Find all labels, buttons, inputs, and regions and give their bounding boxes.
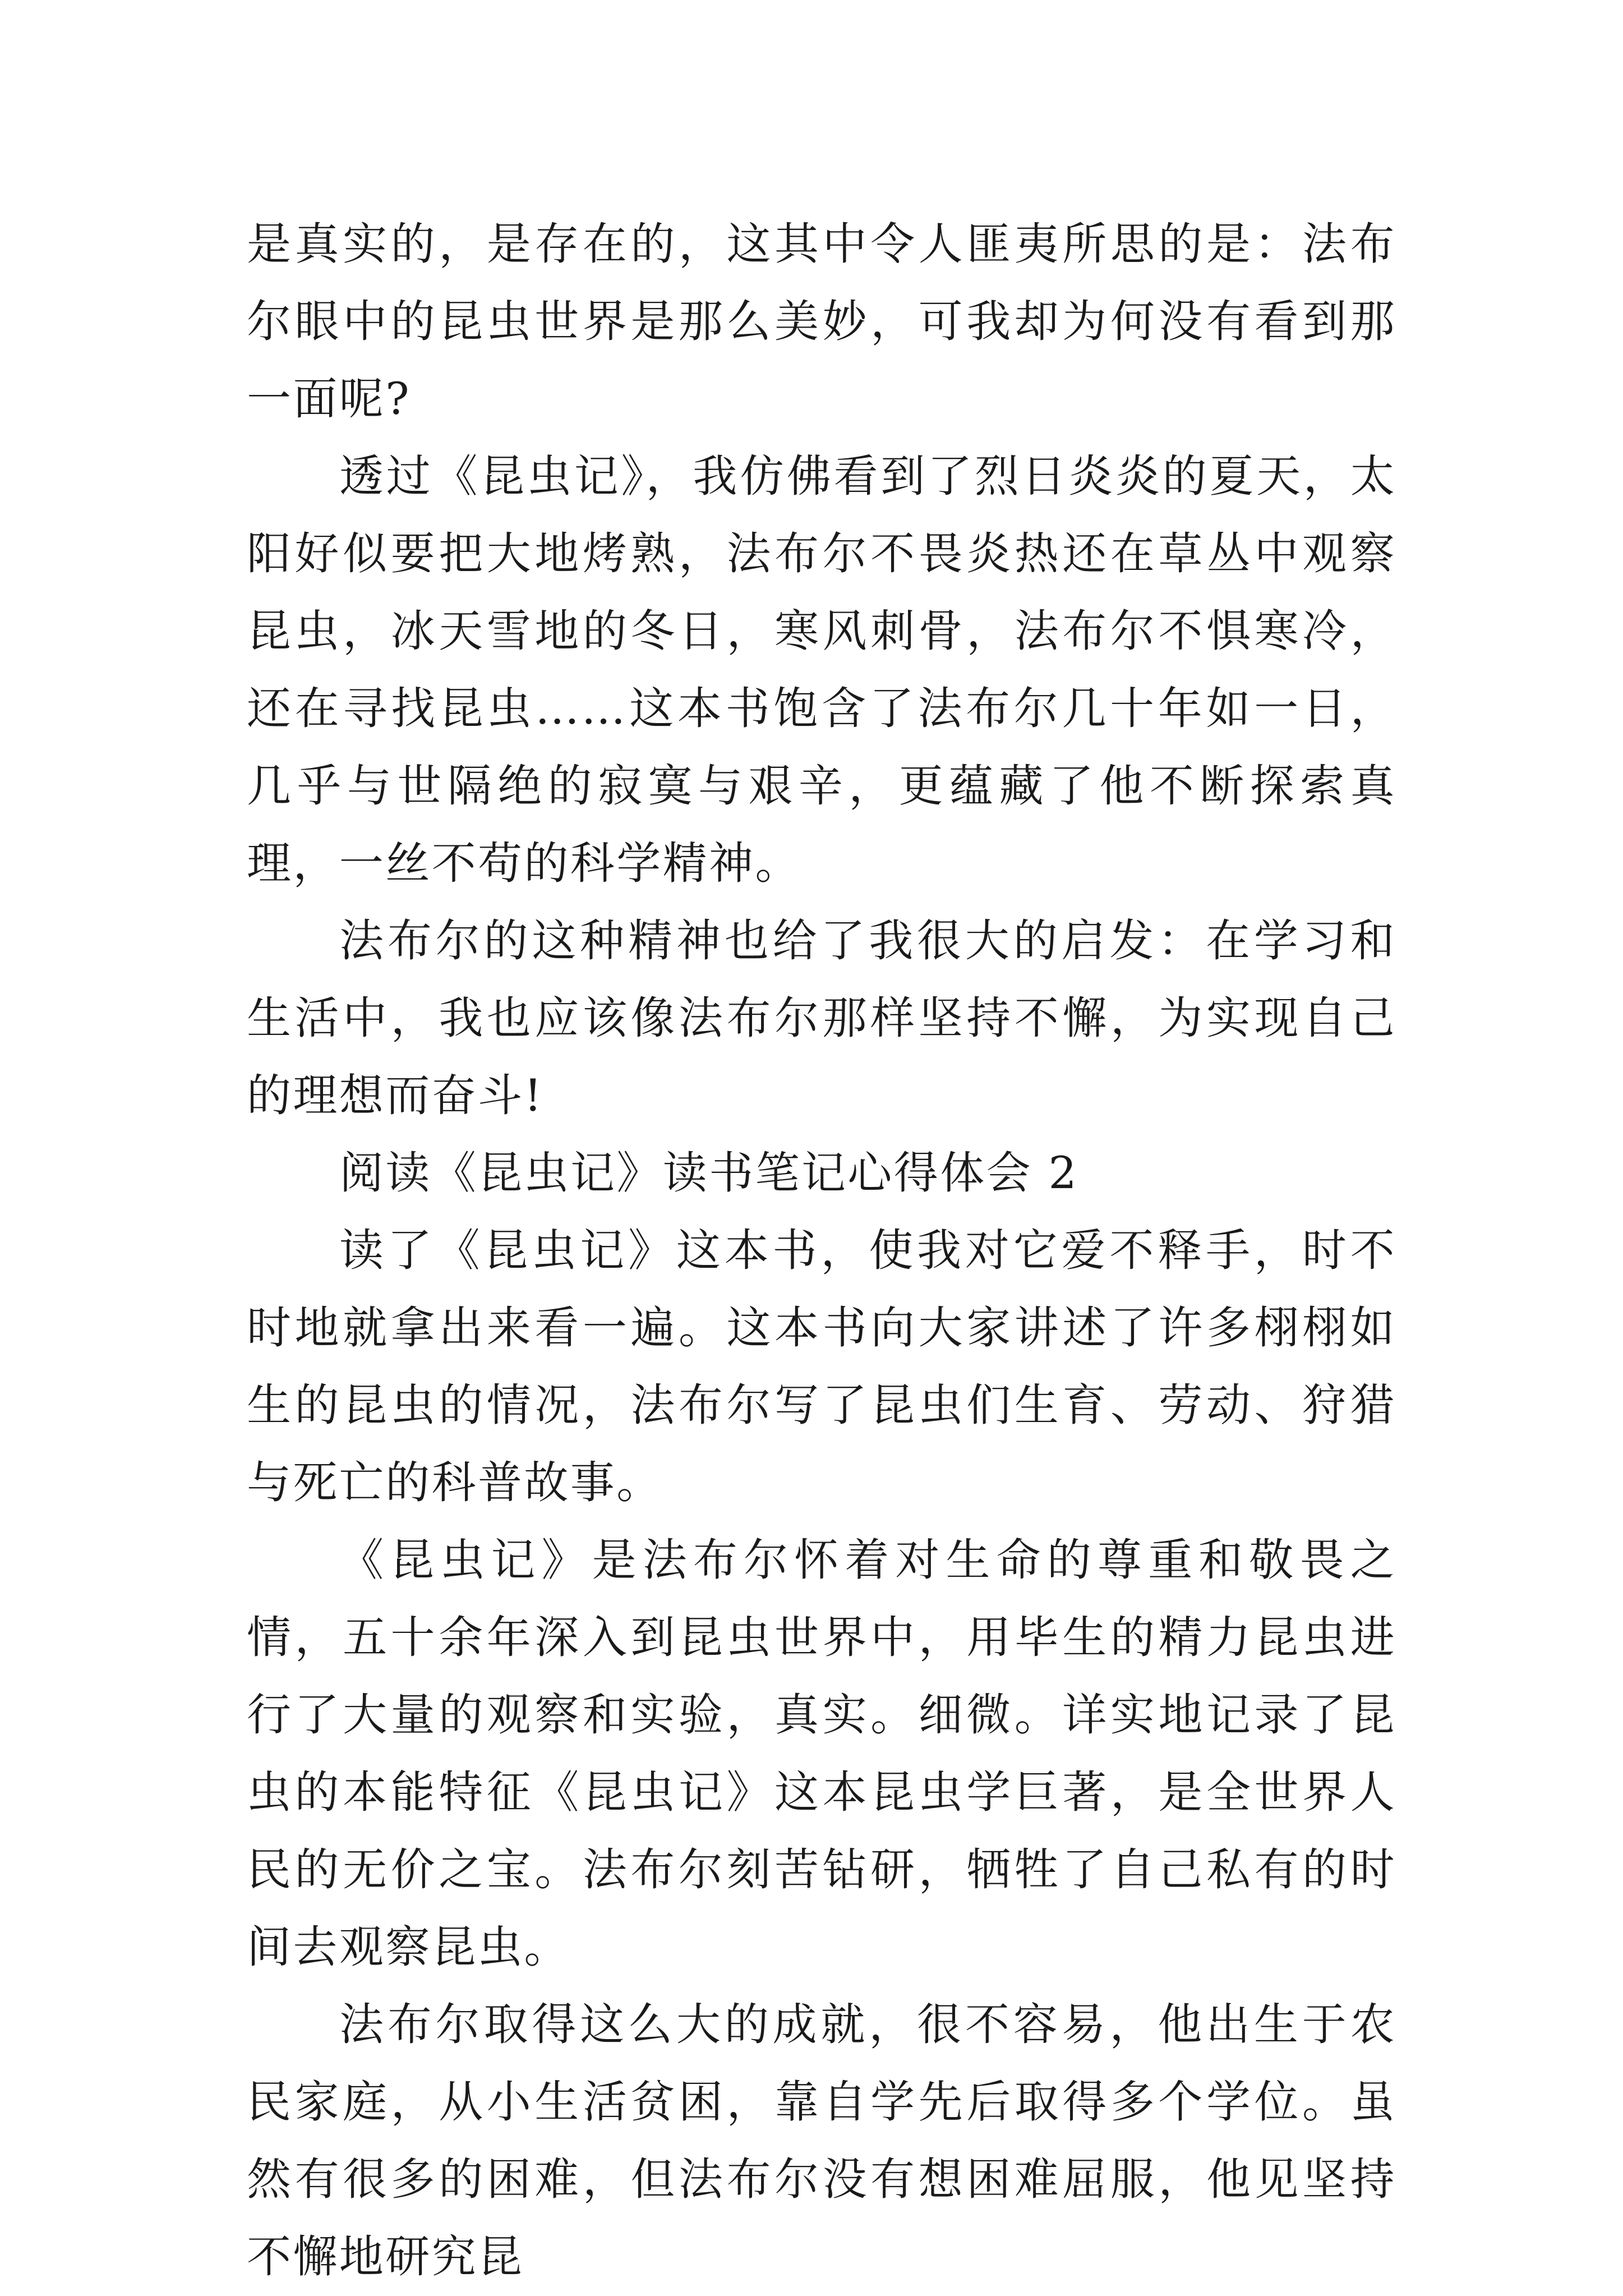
paragraph-summer-winter: 透过《昆虫记》，我仿佛看到了烈日炎炎的夏天，太阳好似要把大地烤熟，法布尔不畏炎热还在草丛中观察昆虫，冰天雪地的冬日，寒风刺骨，法布尔不惧寒冷，还在寻找昆虫……这本书饱含了法布尔几十年如一日，几乎与世隔绝的寂寞与艰辛，更蕴藏了他不断探索真理，一丝不苟的科学精神。 (247, 450, 1396, 889)
paragraph-reading: 读了《昆虫记》这本书，使我对它爱不释手，时不时地就拿出来看一遍。这本书向大家讲述了许多栩栩如生的昆虫的情况，法布尔写了昆虫们生育、劳动、狩猎与死亡的科普故事。 (247, 1225, 1396, 1508)
document-body (247, 205, 1396, 2295)
paragraph-continuation: 是真实的，是存在的，这其中令人匪夷所思的是：法布尔眼中的昆虫世界是那么美妙，可我却为何没有看到那一面呢? (247, 218, 1396, 425)
section-heading: 阅读《昆虫记》读书笔记心得体会 2 (339, 1147, 1079, 1199)
paragraph-inspiration: 法布尔的这种精神也给了我很大的启发：在学习和生活中，我也应该像法布尔那样坚持不懈，为实现自己的理想而奋斗! (247, 915, 1396, 1121)
paragraph-book-description: 《昆虫记》是法布尔怀着对生命的尊重和敬畏之情，五十余年深入到昆虫世界中，用毕生的精力昆虫进行了大量的观察和实验，真实。细微。详实地记录了昆虫的本能特征《昆虫记》这本昆虫学巨著，是全世界人民的无价之宝。法布尔刻苦钻研，牺牲了自己私有的时间去观察昆虫。 (247, 1534, 1396, 1973)
paragraph-achievement: 法布尔取得这么大的成就，很不容易，他出生于农民家庭，从小生活贫困，靠自学先后取得多个学位。虽然有很多的困难，但法布尔没有想困难屈服，他见坚持不懈地研究昆 (247, 1999, 1396, 2283)
